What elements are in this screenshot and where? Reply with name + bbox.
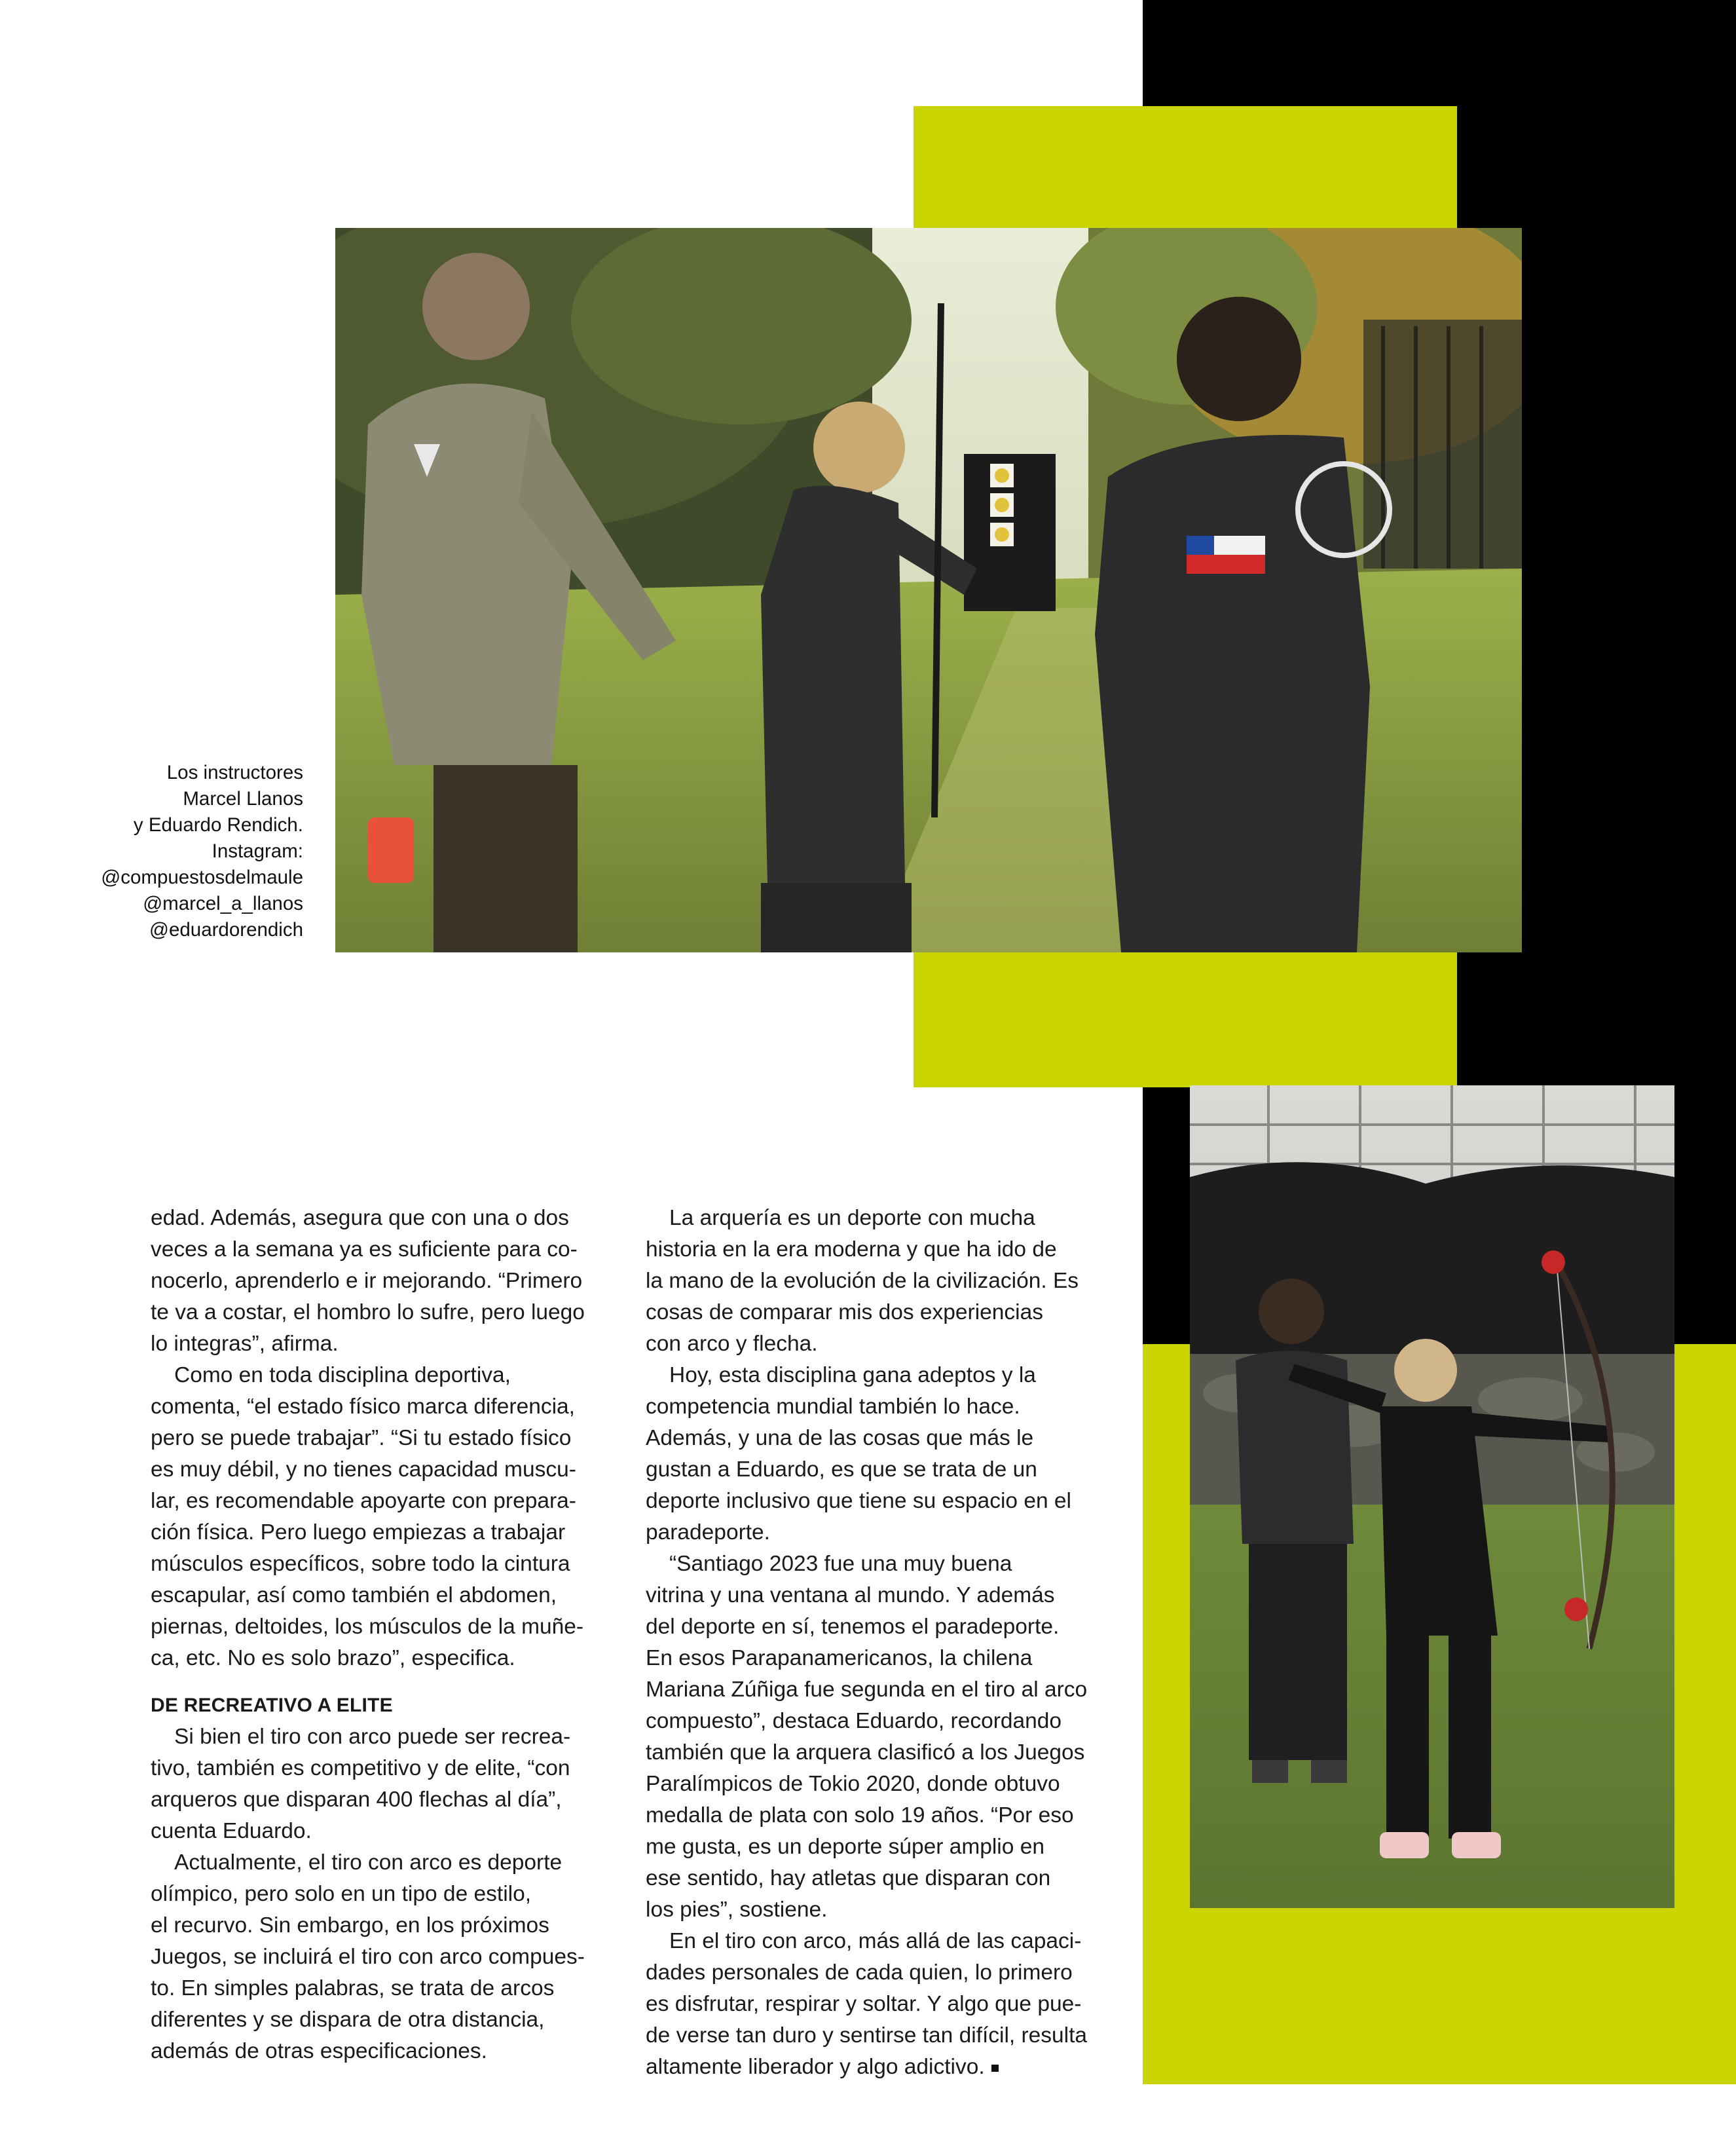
section-heading: DE RECREATIVO A ELITE bbox=[151, 1695, 393, 1716]
body-text-line: de verse tan duro y sentirse tan difícil, resulta bbox=[646, 2023, 1088, 2048]
body-text-line: medalla de plata con solo 19 años. “Por eso bbox=[646, 1803, 1074, 1827]
body-text-line: “Santiago 2023 fue una muy buena bbox=[669, 1552, 1012, 1576]
body-text-line: Juegos, se incluirá el tiro con arco compues- bbox=[151, 1945, 585, 1969]
article-column-left bbox=[151, 1203, 609, 2067]
body-text-line: arqueros que disparan 400 flechas al día”, bbox=[151, 1788, 562, 1812]
caption-line: Los instructores bbox=[166, 762, 303, 783]
body-text-line: del deporte en sí, tenemos el paradeporte. bbox=[646, 1615, 1060, 1639]
archer-training-photo bbox=[1190, 1085, 1674, 1908]
body-text-line: ese sentido, hay atletas que disparan con bbox=[646, 1866, 1051, 1890]
body-text-line: pero se puede trabajar”. “Si tu estado físico bbox=[151, 1426, 572, 1450]
body-text-line: edad. Además, asegura que con una o dos bbox=[151, 1206, 569, 1230]
body-text-line: lo integras”, afirma. bbox=[151, 1332, 339, 1356]
body-text-line: olímpico, pero solo en un tipo de estilo, bbox=[151, 1882, 532, 1906]
body-text-line: historia en la era moderna y que ha ido de bbox=[646, 1237, 1057, 1262]
body-text-line: con arco y flecha. bbox=[646, 1332, 818, 1356]
body-text-line: competencia mundial también lo hace. bbox=[646, 1395, 1020, 1419]
body-text-line: también que la arquera clasificó a los Juegos bbox=[646, 1740, 1085, 1765]
instructors-photo bbox=[335, 228, 1522, 952]
body-text-line: lar, es recomendable apoyarte con prepara- bbox=[151, 1489, 576, 1513]
body-text-line: gustan a Eduardo, es que se trata de un bbox=[646, 1457, 1037, 1482]
body-text-line: músculos específicos, sobre todo la cintura bbox=[151, 1552, 570, 1576]
body-text-line: ca, etc. No es solo brazo”, especifica. bbox=[151, 1646, 515, 1670]
body-text-line: piernas, deltoides, los músculos de la muñe- bbox=[151, 1615, 584, 1639]
body-text-line: diferentes y se dispara de otra distancia, bbox=[151, 2008, 545, 2032]
body-text-line: Mariana Zúñiga fue segunda en el tiro al arco bbox=[646, 1677, 1088, 1702]
body-text-line: to. En simples palabras, se trata de arcos bbox=[151, 1976, 555, 2000]
photo-caption bbox=[15, 760, 303, 943]
body-text-line: ción física. Pero luego empiezas a trabajar bbox=[151, 1520, 566, 1545]
body-text-line: la mano de la evolución de la civilización. Es bbox=[646, 1269, 1079, 1293]
body-text-line: compuesto”, destaca Eduardo, recordando bbox=[646, 1709, 1062, 1733]
body-text-line: paradeporte. bbox=[646, 1520, 770, 1545]
body-text-line: altamente liberador y algo adictivo. bbox=[646, 2055, 985, 2079]
body-text-line: me gusta, es un deporte súper amplio en bbox=[646, 1835, 1044, 1859]
body-text-line: veces a la semana ya es suficiente para co- bbox=[151, 1237, 578, 1262]
body-text-line: además de otras especificaciones. bbox=[151, 2039, 487, 2063]
body-text-line: Actualmente, el tiro con arco es deporte bbox=[174, 1850, 563, 1875]
caption-line: y Eduardo Rendich. bbox=[133, 814, 303, 836]
article-column-right bbox=[646, 1203, 1104, 2083]
body-text-line: En esos Parapanamericanos, la chilena bbox=[646, 1646, 1033, 1670]
body-text-line: tivo, también es competitivo y de elite, “con bbox=[151, 1756, 570, 1780]
body-text-line: comenta, “el estado físico marca diferencia, bbox=[151, 1395, 575, 1419]
body-text-line: los pies”, sostiene. bbox=[646, 1898, 828, 1922]
caption-instagram-handle: @eduardorendich bbox=[149, 919, 303, 941]
body-text-line: Hoy, esta disciplina gana adeptos y la bbox=[669, 1363, 1036, 1387]
body-text-line: vitrina y una ventana al mundo. Y además bbox=[646, 1583, 1055, 1607]
caption-instagram-handle: @marcel_a_llanos bbox=[143, 893, 303, 914]
body-text-line: dades personales de cada quien, lo primero bbox=[646, 1960, 1073, 1985]
body-text-line: el recurvo. Sin embargo, en los próximos bbox=[151, 1913, 549, 1938]
body-text-line: En el tiro con arco, más allá de las capaci- bbox=[669, 1929, 1082, 1953]
body-text-line: Además, y una de las cosas que más le bbox=[646, 1426, 1034, 1450]
body-text-line: te va a costar, el hombro lo sufre, pero luego bbox=[151, 1300, 585, 1324]
end-of-article-mark bbox=[991, 2065, 999, 2072]
body-text-line-last bbox=[646, 2052, 1104, 2083]
body-text-line: La arquería es un deporte con mucha bbox=[669, 1206, 1035, 1230]
body-text-line: cosas de comparar mis dos experiencias bbox=[646, 1300, 1043, 1324]
body-text-line: deporte inclusivo que tiene su espacio en el bbox=[646, 1489, 1071, 1513]
caption-line: Instagram: bbox=[212, 840, 303, 862]
body-text-line: Como en toda disciplina deportiva, bbox=[174, 1363, 511, 1387]
body-text-line: es muy débil, y no tienes capacidad muscu- bbox=[151, 1457, 576, 1482]
body-text-line: nocerlo, aprenderlo e ir mejorando. “Primero bbox=[151, 1269, 583, 1293]
body-text-line: Si bien el tiro con arco puede ser recrea- bbox=[174, 1725, 571, 1749]
body-text-line: es disfrutar, respirar y soltar. Y algo que pue- bbox=[646, 1992, 1082, 2016]
body-text-line: escapular, así como también el abdomen, bbox=[151, 1583, 557, 1607]
caption-instagram-handle: @compuestosdelmaule bbox=[101, 867, 303, 888]
body-text-line: Paralímpicos de Tokio 2020, donde obtuvo bbox=[646, 1772, 1060, 1796]
paragraph-gap bbox=[151, 1674, 609, 1690]
body-text-line: cuenta Eduardo. bbox=[151, 1819, 312, 1843]
caption-line: Marcel Llanos bbox=[183, 788, 303, 810]
